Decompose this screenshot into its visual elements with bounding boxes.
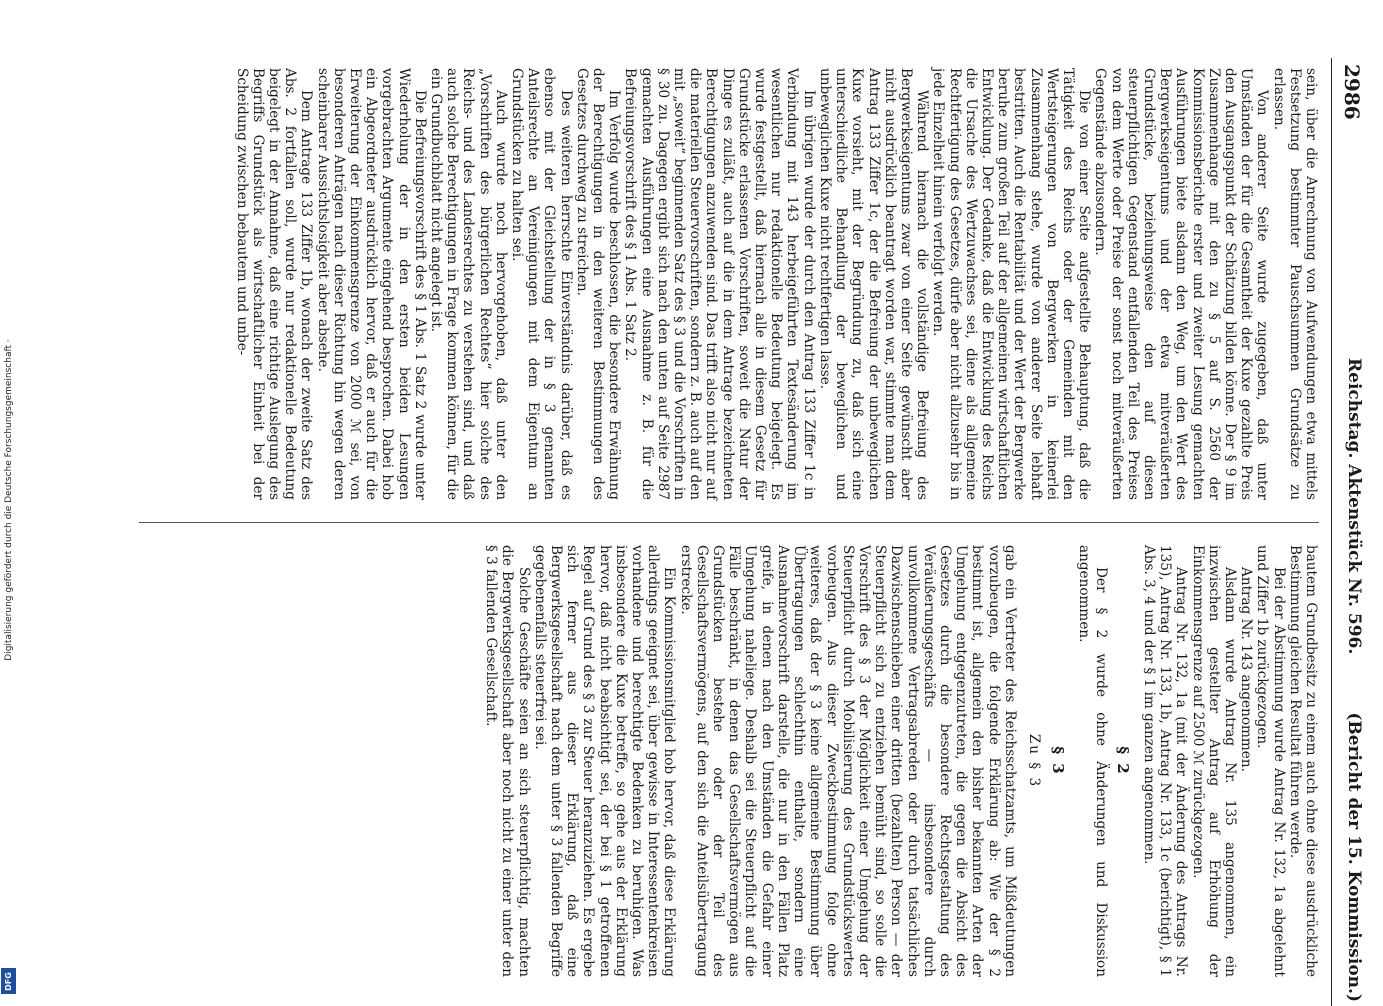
paragraph: Im übrigen wurde der durch den Antrag 133 Ziffer 1c in Verbindung mit 143 herbeigeführten Textesänderung im wesentlichen nur redaktionelle Bedeutung beigelegt. Es wurde festgestellt, daß hiernach alle in diesem Gesetz für Grundstücke erlassenen Vorschriften, soweit die Natur der Dinge es zuläßt, auch auf die in dem Antrage bezeichneten Berechtigungen anzuwenden sind. Das trifft also nicht nur auf die materiellen Steuervorschriften, sondern z. B. auch auf den mit „soweit“ beginnenden Satz des § 3 und die Vorschriften in § 30 zu. Dagegen ergibt sich nach den unten auf Seite 2987 gemachten Ausführungen eine Ausnahme z. B. für die Befreiungsvorschrift des § 1 Abs. 1 Satz 2. — [622, 68, 817, 500]
paragraph: Die Befreiungsvorschrift des § 1 Abs. 1 Satz 2 wurde unter Wiederholung der in den ersten beiden Lesungen vorgebrachten Argumente eingehend besprochen. Dabei hob ein Abgeordneter ausdrücklich hervor, daß er auch für die Erweiterung der Einkommensgrenze von 2000 ℳ sei, von besonderen Anträgen nach dieser Richtung hin wegen deren scheinbarer Aussichtslosigkeit aber absehe. — [314, 68, 428, 500]
paragraph: Von anderer Seite wurde zugegeben, daß unter Umständen der für die Gesamtheit der Kuxe gezahlte Preis den Ausgangspunkt der Schätzung bilden könne. Der § 9 im Zusammenhange mit den zu § 5 auf S. 2560 der Kommissionsberichte erster und zweiter Lesung gemachten Ausführungen biete alsdann den Weg, um den Wert des Bergwerkseigentums und der etwa mitveräußerten Grundstücke, beziehungsweise den auf diesen steuerpflichtigen Gegenstand entfallenden Teil des Preises von dem Werte oder Preise der sonst noch mitveräußerten Gegenstände abzusondern. — [1092, 68, 1271, 500]
paragraph: Auch wurde noch hervorgehoben, daß unter den „Vorschriften des bürgerlichen Rechtes“ hier solche des Reichs- und des Landesrechtes zu verstehen sind, und daß auch solche Berechtigungen in Frage kommen können, für die ein Grundbuchblatt nicht angelegt ist. — [428, 68, 509, 500]
page-number: 2986 — [1340, 64, 1364, 120]
paragraph: sein, über die Anrechnung von Aufwendungen etwa mittels Festsetzung bestimmter Pauschsummen Grundsätze zu erlassen. — [1270, 68, 1319, 500]
paragraph: Dem Antrage 133 Ziffer 1b, wonach der zweite Satz des Abs. 2 fortfallen soll, wurde nur redaktionelle Bedeutung beigelegt in der Annahme, daß eine richtige Auslegung des Begriffs Grundstück als wirtschaftlicher Einheit bei der Scheidung zwischen bebautem und unbe- — [233, 68, 315, 500]
column-divider — [139, 522, 1319, 523]
paragraph: gab ein Vertreter des Reichsschatzamts, um Mißdeutungen vorzubeugen, die folgende Erklärung ab: Wie der § 2 bestimmt ist, allgemein den bisher bekannten Arten der Umgehung entgegenzutreten, die gegen die Absicht des Gesetzes durch die besondere Rechtsgestaltung des Veräußerungsgeschäfts — insbesondere durch unvollkommene Vertragsabreden oder durch tatsächliches Dazwischenschieben einer dritten (bezahlten) Person — der Steuerpflicht sich zu entziehen bemüht sind, so solle die Vorschrift des § 3 der Möglichkeit einer Umgehung der Steuerpflicht durch Mobilisierung des Grundstückswertes vorbeugen. Aus dieser Zweckbestimmung folge ohne weiteres, daß der § 3 keine allgemeine Bestimmung über Übertragungen schlechthin enthalte, sondern eine Ausnahmevorschrift darstelle, die nur in den Fällen Platz greife, in denen nach den Umständen die Gefahr einer Umgehung naheliege. Deshalb sei die Steuerpflicht auf die Fälle beschränkt, in denen das Gesellschaftsvermögen aus Grundstücken bestehe oder der Teil des Gesellschaftsvermögens, auf den sich die Anteilsübertragung erstrecke. — [677, 545, 1018, 977]
left-column — [139, 58, 1319, 510]
section-heading-2: § 2 — [1113, 746, 1132, 776]
paragraph: Antrag Nr. 143 angenommen. — [1238, 567, 1255, 772]
paragraph: Während hiernach die vollständige Befreiung des Bergwerkseigentums zwar von einer Seite gewünscht aber nicht ausdrücklich beantragt worden war, stimmte man dem Antrag 133 Ziffer 1c, der die Befreiung der unbeweglichen Kuxe vorsieht, mit der Begründung zu, daß sich eine unterschiedliche Behandlung der beweglichen und unbeweglichen Kuxe nicht rechtfertigen lasse. — [816, 68, 931, 500]
paragraph: Ein Kommissionsmitglied hob hervor, daß diese Erklärung allerdings geeignet sei, über gewisse in Interessentenkreisen vorhandene und berechtigte Bedenken zu beruhigen. Was insbesondere die Kuxe betreffe, so gehe aus der Erklärung hervor, daß nicht beabsichtigt sei, der bei § 1 getroffenen Regel auf Grund des § 3 zur Steuer heranzuziehen. Es ergebe sich ferner aus dieser Erklärung, daß eine Bergwerksgesellschaft nach dem unter § 3 fallenden Begriffe gegebenenfalls steuerfrei sei. — [531, 545, 678, 977]
paragraph: Alsdann wurde Antrag Nr. 135 angenommen, ein inzwischen gestellter Antrag auf Erhöhung der Einkommensgrenze auf 2500 ℳ zurückgezogen. — [1189, 545, 1238, 977]
section-2-text: Der § 2 wurde ohne Änderungen und Diskussion angenommen. — [1076, 545, 1109, 977]
paragraph: Die von einer Seite aufgestellte Behauptung, daß die Tätigkeit des Reichs oder der Gemeinden mit den Wertsteigerungen von Bergwerken in keinerlei Zusammenhang stehe, wurde von anderer Seite lebhaft bestritten. Auch die Rentabilität und der Wert der Bergwerke beruhe zum großen Teil auf der allgemeinen wirtschaftlichen Entwicklung. Der Gedanke, daß die Entwicklung des Reichs die Ursache des Wertzuwachses sei, diene als allgemeine Rechtfertigung des Gesetzes, dürfe aber nicht allzusehr bis in jede Einzelheit hinein verfolgt werden. — [930, 68, 1093, 500]
document-page — [120, 58, 1372, 1006]
paragraph: Solche Geschäfte seien an sich steuerpflichtig, machten die Bergwerksgesellschaft aber noch nicht zu einer unter den § 3 fallenden Gesellschaft. — [483, 545, 532, 977]
digitization-credit: Digitalisierung gefördert durch die Deutsche Forschungsgemeinschaft · — [4, 339, 14, 661]
paragraph: Bei der Abstimmung wurde Antrag Nr. 132, 1a abgelehnt und Ziffer 1b zurückgezogen. — [1254, 545, 1287, 977]
right-column — [139, 535, 1319, 987]
text-columns — [139, 58, 1331, 1006]
page-header — [1331, 58, 1372, 1006]
section-heading-3: § 3 — [1049, 746, 1068, 776]
report-title: (Bericht der 15. Kommission.) — [1344, 712, 1364, 1002]
paragraph: bautem Grundbesitz zu einem auch ohne diese ausdrückliche Bestimmung gleichen Resultat führen werde. — [1286, 545, 1319, 977]
section-3-label: Zu § 3 — [1025, 733, 1042, 789]
paragraph: Antrag Nr. 132, 1a (mit der Änderung des Antrags Nr. 135), Antrag Nr. 133, 1b, Antrag Nr. 133, 1c (berichtigt), § 1 Abs. 3, 4 und der § 1 im ganzen angenommen. — [1140, 545, 1190, 977]
paragraph: Im Verfolg wurde beschlossen, die besondere Erwähnung der Berechtigungen in den weiteren Bestimmungen des Gesetzes durchweg zu streichen. — [573, 68, 623, 500]
digitization-footer — [0, 0, 18, 1000]
running-title: Reichstag. Aktenstück Nr. 596. — [1344, 358, 1364, 655]
paragraph: Des weiteren herrschte Einverständnis darüber, daß es ebenso mit der Gleichstellung der in § 3 genannten Anteilsrechte an Vereinigungen mit dem Eigentum an Grundstücken zu halten sei. — [509, 68, 574, 500]
dfg-logo: DFG — [1, 968, 16, 994]
